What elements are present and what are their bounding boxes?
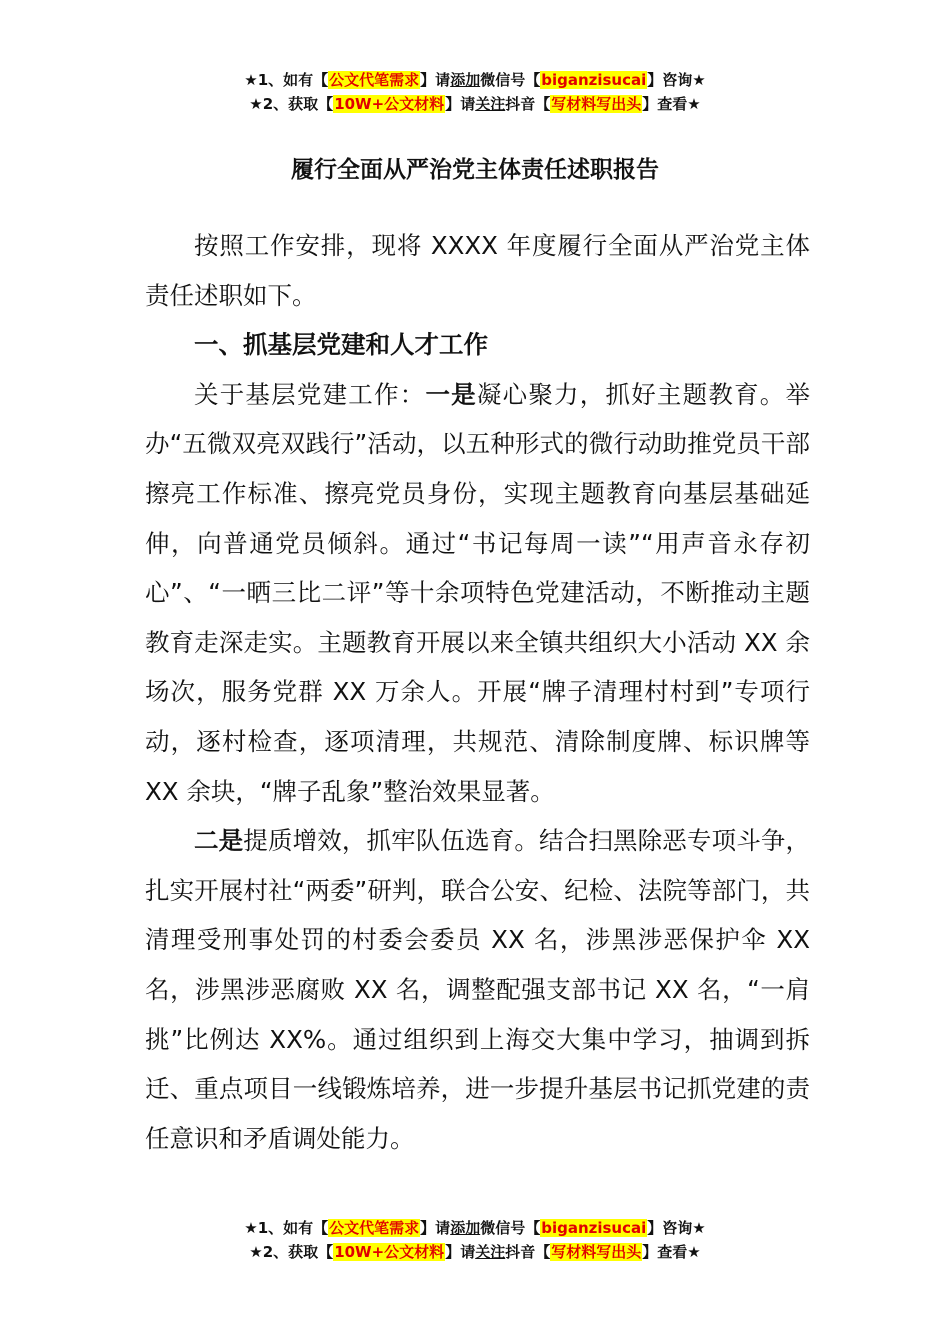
promo-line-2	[0, 1240, 950, 1264]
intro-paragraph: 按照工作安排，现将 XXXX 年度履行全面从严治党主体责任述职如下。	[145, 231, 810, 310]
promo-text: ★1、如有【	[244, 71, 329, 89]
promo-line-2	[0, 92, 950, 116]
promo-underlined-text: 添加	[450, 1219, 481, 1237]
promo-text: 微信号【	[480, 1219, 541, 1237]
promo-highlight: biganzisucai	[541, 1219, 647, 1237]
promo-highlight: 公文代笔需求	[329, 1219, 420, 1237]
promo-highlight: biganzisucai	[541, 71, 647, 89]
promo-text: 微信号【	[480, 71, 541, 89]
promo-text: 】请	[445, 95, 476, 113]
promo-text: 】请	[420, 71, 451, 89]
promo-text: 】查看★	[642, 1243, 701, 1261]
promo-underlined-text: 关注	[475, 95, 506, 113]
promo-highlight: 10W+公文材料	[334, 95, 445, 113]
promo-text: ★2、获取【	[249, 1243, 334, 1261]
promo-underlined-text: 关注	[475, 1243, 506, 1261]
section-1-heading: 一、抓基层党建和人才工作	[194, 330, 488, 360]
promo-text: ★1、如有【	[244, 1219, 329, 1237]
promo-highlight: 写材料写出头	[551, 95, 642, 113]
paragraph-marker: 一是	[425, 379, 477, 409]
promo-text: 抖音【	[505, 1243, 551, 1261]
paragraph-text: 提质增效，抓牢队伍选育。结合扫黑除恶专项斗争，扎实开展村社“两委”研判，联合公安、纪检、法院等部门，共清理受刑事处罚的村委会委员 XX 名，涉黑涉恶保护伞 XX 名，涉黑涉恶腐败 XX 名，调整配强支部书记 XX 名，“一肩挑”比例达 XX%。通过组织到上海交大集中学习，抽调到拆迁、重点项目一线锻炼培养，进一步提升基层书记抓党建的责任意识和矛盾调处能力。	[145, 826, 811, 1153]
promo-highlight: 公文代笔需求	[329, 71, 420, 89]
promo-text: 】请	[420, 1219, 451, 1237]
document-title: 履行全面从严治党主体责任述职报告	[291, 157, 659, 183]
promo-text: 】请	[445, 1243, 476, 1261]
promo-text: 抖音【	[505, 95, 551, 113]
promo-text: 】查看★	[642, 95, 701, 113]
promo-text: 】咨询★	[647, 1219, 706, 1237]
paragraph-text: 凝心聚力，抓好主题教育。举办“五微双亮双践行”活动，以五种形式的微行动助推党员干部擦亮工作标准、擦亮党员身份，实现主题教育向基层基础延伸，向普通党员倾斜。通过“书记每周一读”“用声音永存初心”、“一晒三比二评”等十余项特色党建活动，不断推动主题教育走深走实。主题教育开展以来全镇共组织大小活动 XX 余场次，服务党群 XX 万余人。开展“牌子清理村村到”专项行动，逐村检查，逐项清理，共规范、清除制度牌、标识牌等 XX 余块，“牌子乱象”整治效果显著。	[145, 379, 811, 806]
promo-line-1	[0, 1216, 950, 1240]
paragraph-2	[145, 816, 810, 1163]
paragraph-marker: 二是	[194, 826, 244, 856]
promo-highlight: 10W+公文材料	[334, 1243, 445, 1261]
promo-highlight: 写材料写出头	[551, 1243, 642, 1261]
promo-underlined-text: 添加	[450, 71, 481, 89]
paragraph-lead: 关于基层党建工作：	[194, 379, 426, 409]
paragraph-1	[145, 370, 810, 816]
document-body	[145, 221, 810, 1163]
promo-text: 】咨询★	[647, 71, 706, 89]
promo-banner-bottom	[0, 1216, 950, 1264]
promo-line-1	[0, 68, 950, 92]
promo-text: ★2、获取【	[249, 95, 334, 113]
promo-banner-top	[0, 68, 950, 116]
